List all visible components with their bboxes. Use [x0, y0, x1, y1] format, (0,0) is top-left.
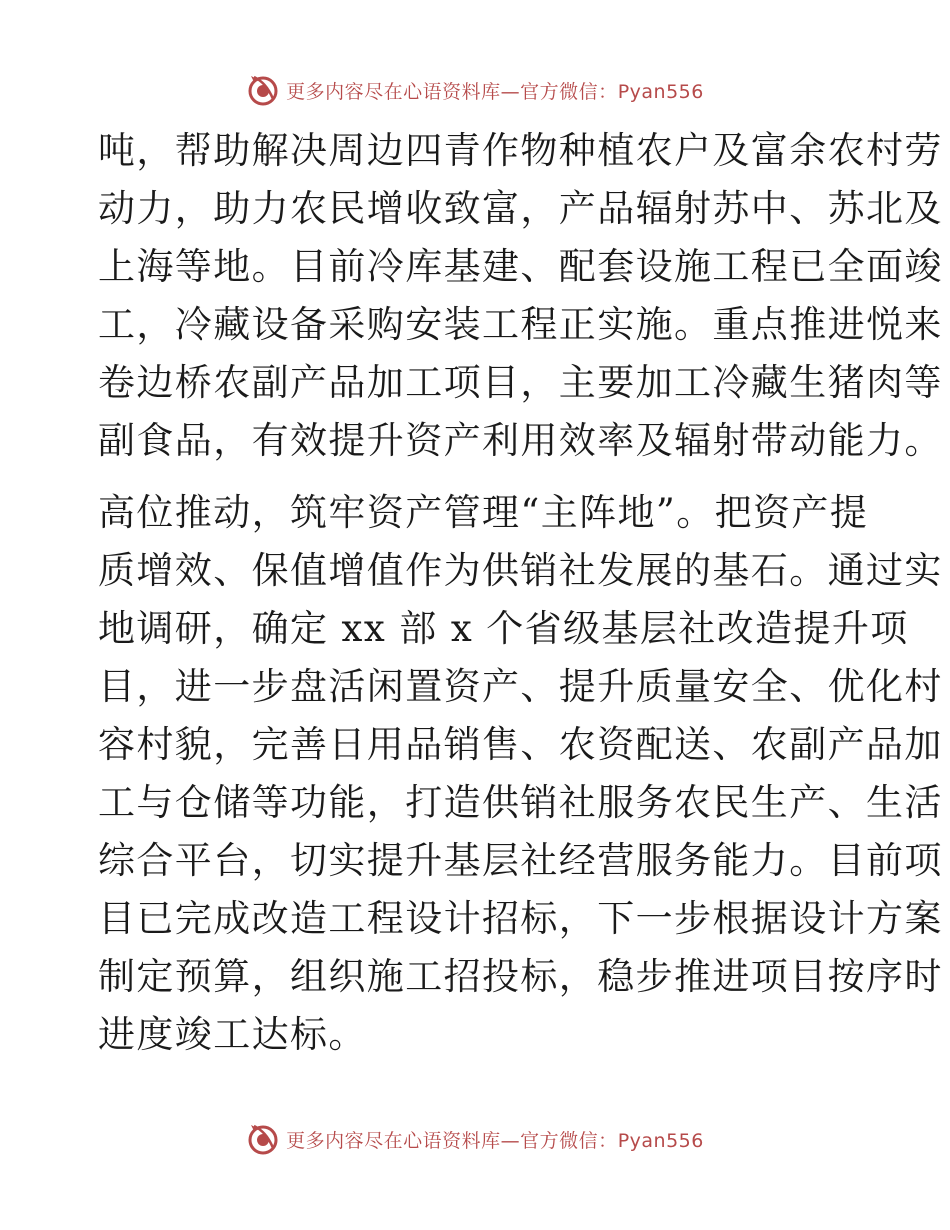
text-line: 动力，助力农民增收致富，产品辐射苏中、苏北及: [98, 187, 943, 230]
text-line: 容村貌，完善日用品销售、农资配送、农副产品加: [98, 723, 943, 766]
paragraph-2: [98, 484, 943, 1064]
text-line: 制定预算，组织施工招投标，稳步推进项目按序时: [98, 955, 943, 998]
text-line: 目已完成改造工程设计招标，下一步根据设计方案: [98, 897, 943, 940]
text-line: 目，进一步盘活闲置资产、提升质量安全、优化村: [98, 665, 943, 708]
text-line: 吨，帮助解决周边四青作物种植农户及富余农村劳: [98, 129, 943, 172]
watermark-text: 更多内容尽在心语资料库—官方微信：Pyan556: [286, 1129, 704, 1152]
paragraph-1: [98, 122, 943, 470]
text-line: 卷边桥农副产品加工项目，主要加工冷藏生猪肉等: [98, 361, 943, 404]
watermark-text: 更多内容尽在心语资料库—官方微信：Pyan556: [286, 80, 704, 103]
header-watermark: [0, 70, 950, 110]
footer-watermark: [0, 1119, 950, 1159]
text-line: 进度竣工达标。: [98, 1013, 367, 1056]
text-line: 高位推动，筑牢资产管理“主阵地”。把资产提: [98, 491, 869, 534]
text-line: 工与仓储等功能，打造供销社服务农民生产、生活: [98, 781, 943, 824]
document-body: [98, 122, 943, 1064]
quill-seal-logo-icon: [246, 1122, 280, 1156]
text-line: 综合平台，切实提升基层社经营服务能力。目前项: [98, 839, 943, 882]
text-line: 上海等地。目前冷库基建、配套设施工程已全面竣: [98, 245, 943, 288]
text-line: 地调研，确定 xx 部 x 个省级基层社改造提升项: [98, 607, 909, 650]
text-line: 质增效、保值增值作为供销社发展的基石。通过实: [98, 549, 943, 592]
text-line: 副食品，有效提升资产利用效率及辐射带动能力。: [98, 419, 943, 462]
text-line: 工，冷藏设备采购安装工程正实施。重点推进悦来: [98, 303, 943, 346]
quill-seal-logo-icon: [246, 73, 280, 107]
